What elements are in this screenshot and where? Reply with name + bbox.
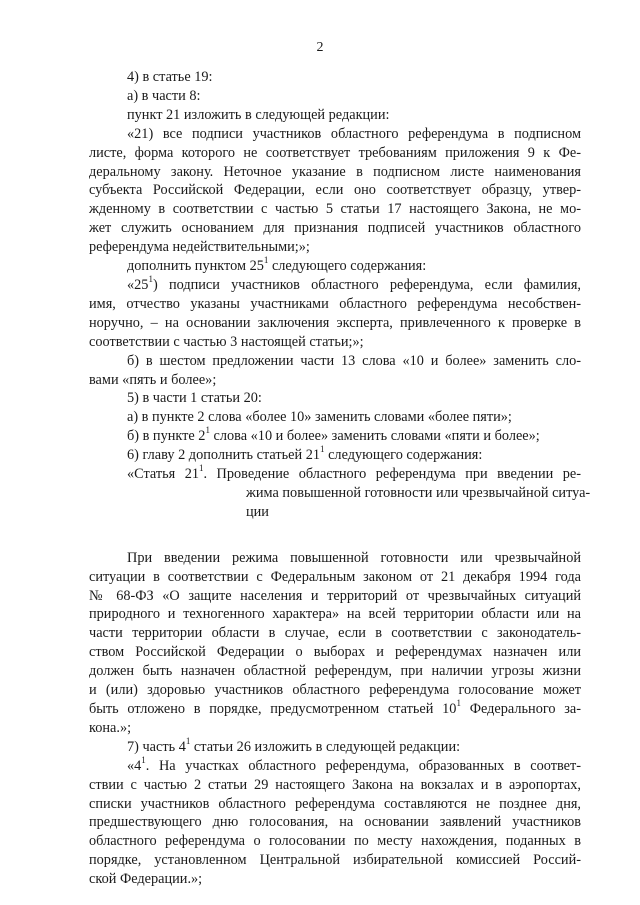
text-line (89, 465, 581, 484)
line-text: соответствии с частью 3 настоящей статьи;»; (89, 333, 364, 350)
line-text: 7) часть 4 (127, 738, 186, 755)
text-line (89, 144, 581, 163)
line-text: 6) главу 2 дополнить статьей 21 (127, 447, 321, 464)
line-text: референдума недействительными;»; (89, 239, 310, 256)
text-line (89, 643, 581, 662)
text-line (89, 681, 581, 700)
line-text: № 68-ФЗ «О защите населения и территорий от чрезвычайных ситуаций (89, 587, 581, 604)
text-line (89, 238, 581, 257)
text-line (89, 870, 581, 889)
line-text: порядке, установленном Центральной избирательной комиссией Россий- (89, 852, 581, 869)
line-text-tail: ) подписи участников областного референдума, если фамилия, (152, 276, 581, 293)
line-text: 5) в части 1 статьи 20: (127, 390, 262, 407)
text-line (89, 333, 581, 352)
text-line (89, 276, 581, 295)
line-text-tail: следующего содержания: (268, 258, 427, 275)
text-line (89, 484, 591, 503)
line-text: быть отложено в порядке, предусмотренном статьей 10 (89, 701, 457, 717)
text-line (89, 371, 581, 390)
text-line (89, 427, 581, 446)
text-line (89, 776, 581, 795)
superscript: 1 (205, 425, 210, 436)
text-line (89, 549, 581, 568)
page-number: 2 (316, 40, 324, 55)
line-text: имя, отчество указаны участниками областного референдума несобствен- (89, 295, 581, 312)
line-text: «21) все подписи участников областного референдума в подписном (127, 125, 581, 142)
text-line (89, 106, 581, 125)
line-text: субъекта Российской Федерации, если оно соответствует образцу, утвер- (89, 182, 581, 199)
line-text: б) в пункте 2 (127, 428, 206, 445)
text-line (89, 719, 581, 738)
line-text-tail: . На участках областного референдума, образованных в соответ- (145, 757, 581, 774)
line-text: 4) в статье 19: (127, 69, 213, 85)
superscript: 1 (148, 274, 153, 285)
line-text: части территории области в случае, если в соответствии с законодатель- (89, 625, 581, 642)
text-line (89, 662, 581, 681)
line-text-tail: слова «10 и более» заменить словами «пяти и более»; (209, 428, 540, 445)
line-text-tail: . Проведение областного референдума при введении ре- (203, 466, 582, 483)
line-text: ской Федерации.»; (89, 871, 203, 888)
paragraph-gap (89, 522, 581, 549)
superscript: 1 (263, 255, 269, 266)
text-line (89, 200, 581, 219)
line-text: «4 (127, 757, 142, 774)
line-text: норучно, – на основании заключения эксперта, привлеченного к проверке в (89, 314, 581, 331)
text-line (89, 181, 581, 200)
superscript: 1 (141, 754, 146, 765)
text-line (89, 389, 581, 408)
text-line (89, 624, 581, 643)
text-line (89, 446, 581, 465)
text-line (89, 813, 581, 832)
text-line (89, 754, 581, 776)
line-text: предшествующего дню голосования, на основании заявлений участников (89, 814, 581, 831)
document-body (89, 68, 591, 889)
line-text: жет служить основанием для признания подписей участников областного (89, 220, 581, 237)
line-text: ции (246, 503, 269, 520)
text-line (89, 163, 581, 182)
text-line (89, 408, 581, 427)
line-text: «25 (127, 276, 149, 293)
superscript: 1 (199, 463, 204, 474)
line-text: вами «пять и более»; (89, 371, 217, 388)
line-text: ситуации в соответствии с Федеральным законом от 21 декабря 1994 года (89, 568, 581, 585)
line-text-tail: следующего содержания: (324, 447, 483, 464)
line-text: б) в шестом предложении части 13 слова «10 и более» заменить сло- (127, 352, 581, 369)
line-text: ствии с частью 2 статьи 29 настоящего Закона на вокзалах и в аэропортах, (89, 776, 581, 793)
text-line (89, 795, 581, 814)
text-line (89, 851, 581, 870)
text-line (89, 68, 581, 87)
line-text: областного референдума о голосовании по месту нахождения, поданных в (89, 833, 581, 850)
line-text-tail: статьи 26 изложить в следующей редакции: (190, 738, 461, 755)
line-text: деральному закону. Неточное указание в подписном листе наименования (89, 163, 581, 180)
line-text: «Статья 21 (127, 466, 200, 483)
text-line (89, 832, 581, 851)
line-text: ством Российской Федерации о выборах и референдумах назначен или (89, 644, 581, 661)
superscript: 1 (456, 698, 461, 709)
line-text: При введении режима повышенной готовности или чрезвычайной (127, 549, 581, 566)
text-line (89, 87, 581, 106)
text-line (89, 568, 581, 587)
line-text: кона.»; (89, 719, 132, 736)
line-text: жима повышенной готовности или чрезвычайной ситуа- (246, 484, 591, 501)
line-text: листе, форма которого не соответствует требованиям приложения 9 к Фе- (89, 144, 581, 161)
line-text: должен быть назначен областной референдум, при наличии угрозы жизни (89, 663, 581, 680)
superscript: 1 (185, 736, 191, 747)
text-line (89, 700, 581, 719)
line-text: пункт 21 изложить в следующей редакции: (127, 106, 390, 123)
text-line (89, 125, 581, 144)
line-text: дополнить пунктом 25 (127, 258, 264, 275)
text-line (89, 587, 581, 606)
line-text: а) в части 8: (127, 87, 201, 104)
line-text: а) в пункте 2 слова «более 10» заменить словами «более пяти»; (127, 409, 512, 426)
line-text-tail: Федерального за- (460, 701, 581, 717)
text-line (89, 219, 581, 238)
text-line (89, 352, 581, 371)
text-line (89, 314, 581, 333)
superscript: 1 (320, 444, 325, 455)
text-line (89, 605, 581, 624)
line-text: жденному в соответствии с частью 5 статьи 17 настоящего Закона, не мо- (89, 201, 581, 218)
line-text: и (или) здоровью участников областного референдума голосование может (89, 682, 581, 699)
text-line (89, 257, 581, 276)
text-line (89, 295, 581, 314)
text-line (89, 503, 581, 522)
text-line (89, 738, 581, 757)
line-text: списки участников областного референдума составляются не позднее дня, (89, 795, 581, 812)
line-text: природного и техногенного характера» на всей территории области или на (89, 606, 581, 623)
